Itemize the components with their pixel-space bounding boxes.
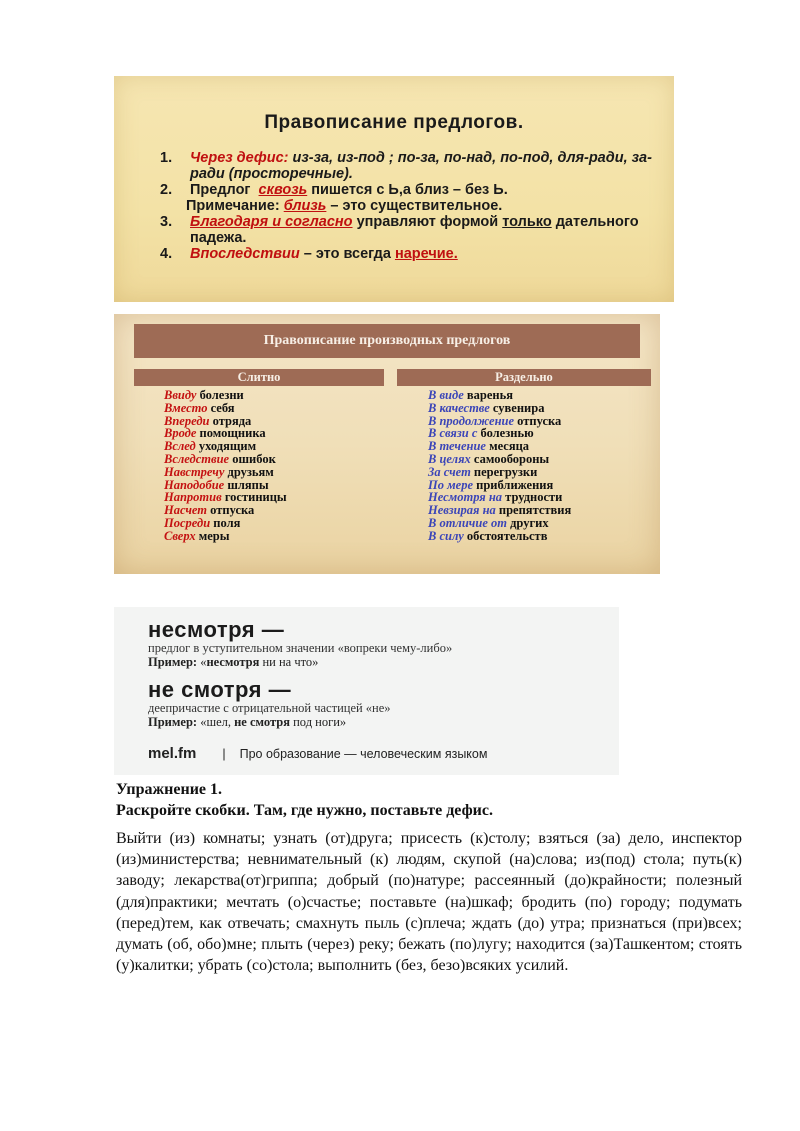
rule-note: Примечание: близь – это существительное. — [186, 198, 503, 214]
joined-preposition: Впереди — [164, 413, 210, 428]
column-header-joined: Слитно — [134, 369, 384, 386]
nesmotrya-infographic — [114, 607, 619, 775]
joined-preposition: Вследствие — [164, 451, 230, 466]
exercise-title: Упражнение 1. — [116, 781, 223, 798]
separate-row — [428, 530, 571, 543]
joined-word: болезни — [196, 388, 244, 402]
note-word: близь — [283, 198, 327, 214]
joined-word: отряда — [209, 413, 252, 428]
joined-list — [164, 389, 287, 543]
separate-preposition: В связи с — [428, 426, 478, 441]
separate-word: месяца — [485, 439, 530, 454]
joined-preposition: Навстречу — [164, 464, 225, 479]
joined-word: меры — [195, 528, 230, 543]
rule-1-text: из-за, из-под ; по-за, по-над, по-под, для-ради, за-ради (просторечные). — [190, 150, 652, 182]
separate-preposition: В целях — [428, 451, 471, 466]
separate-list — [428, 389, 571, 543]
footer-separator: | — [222, 746, 226, 761]
separate-preposition: В качестве — [428, 400, 490, 415]
example-ne-smotrya: Пример: «шел, не смотря под ноги» — [148, 715, 347, 729]
joined-word: уходящим — [195, 439, 257, 454]
separate-word: болезнью — [477, 426, 534, 441]
rule-2: 2. Предлог сквозь пишется с Ь,а близ – без Ь. — [160, 182, 508, 198]
separate-word: обстоятельств — [463, 528, 548, 543]
separate-word: отпуска — [514, 413, 562, 428]
mel-logo: mel.fm — [148, 745, 197, 762]
joined-word: друзьям — [224, 464, 274, 479]
desc-ne-smotrya: деепричастие с отрицательной частицей «не» — [148, 701, 391, 715]
rule-3: 3. Благодаря и согласно управляют формой только дательного падежа. — [160, 214, 639, 246]
image1-rules — [160, 150, 660, 262]
separate-preposition: Несмотря на — [428, 490, 503, 505]
exercise-heading — [116, 779, 493, 821]
rule-4-word: Впоследствии — [190, 246, 300, 262]
word-nesmotrya: несмотря — — [148, 617, 285, 642]
joined-preposition: Наподобие — [164, 477, 225, 492]
separate-preposition: За счет — [428, 464, 471, 479]
rule-4: 4. Впоследствии – это всегда наречие. — [160, 246, 458, 262]
separate-preposition: В течение — [428, 439, 486, 454]
separate-word: других — [506, 515, 549, 530]
derived-prepositions-table-image — [114, 314, 660, 574]
joined-preposition: Насчет — [164, 503, 208, 518]
word-ne-smotrya: не смотря — — [148, 677, 292, 702]
rule-2-word: сквозь — [258, 182, 308, 198]
rule-1-label: Через дефис: — [190, 150, 289, 166]
rule-1: 1. Через дефис: из-за, из-под ; по-за, по-над, по-под, для-ради, за-ради (просторечные). — [160, 150, 652, 182]
infographic-footer — [148, 745, 487, 762]
separate-word: перегрузки — [470, 464, 538, 479]
joined-word: гостиницы — [221, 490, 287, 505]
joined-word: помощника — [196, 426, 266, 441]
separate-word: трудности — [502, 490, 563, 505]
separate-word: сувенира — [489, 400, 545, 415]
joined-preposition: Вроде — [164, 426, 197, 441]
joined-preposition: Вслед — [164, 439, 196, 454]
joined-word: шляпы — [224, 477, 269, 492]
separate-word: варенья — [463, 388, 513, 402]
column-header-separate: Раздельно — [397, 369, 651, 386]
exercise-text: Выйти (из) комнаты; узнать (от)друга; присесть (к)столу; взяться (за) дело, инспектор (из)министерства; невнимательный (к) людям, скупой (на)слова; из(под) стола; путь(к) заводу; лекарства(от)гриппа; добрый (по)натуре; рассеянный (до)крайности; полезный (для)практики; мечтать (о)счастье; поставьте (на)шкаф; бродить (по) городу; подумать (перед)тем, как отвечать; смахнуть пыль (с)плеча; ждать (до) утра; признаться (при)всех; думать (об, обо)мне; плыть (через) реку; бежать (по)лугу; находится (за)Ташкентом; стоять (у)калитки; убрать (со)стола; выполнить (без, безо)всяких усилий. — [116, 830, 742, 975]
joined-word: себя — [207, 400, 235, 415]
joined-preposition: Ввиду — [164, 388, 197, 402]
joined-word: ошибок — [229, 451, 276, 466]
joined-preposition: Вместо — [164, 400, 208, 415]
separate-preposition: Невзирая на — [428, 503, 496, 518]
separate-word: приближения — [473, 477, 554, 492]
separate-preposition: По мере — [428, 477, 474, 492]
desc-nesmotrya: предлог в уступительном значении «вопреки чему-либо» — [148, 641, 453, 655]
image1-title: Правописание предлогов. — [264, 112, 524, 133]
spelling-prepositions-image — [114, 76, 674, 302]
separate-preposition: В отличие от — [428, 515, 507, 530]
joined-word: поля — [210, 515, 241, 530]
joined-preposition: Посреди — [164, 515, 211, 530]
separate-word: самообороны — [470, 451, 550, 466]
joined-word: отпуска — [207, 503, 255, 518]
rule-3-words: Благодаря и согласно — [190, 214, 353, 230]
joined-preposition: Сверх — [164, 528, 196, 543]
joined-row — [164, 530, 287, 543]
table-header: Правописание производных предлогов — [134, 324, 640, 358]
separate-preposition: В виде — [428, 388, 464, 402]
example-nesmotrya: Пример: «несмотря ни на что» — [148, 655, 319, 669]
separate-preposition: В продолжение — [428, 413, 515, 428]
joined-preposition: Напротив — [164, 490, 222, 505]
footer-slogan: Про образование — человеческим языком — [239, 746, 488, 761]
separate-word: препятствия — [495, 503, 572, 518]
separate-preposition: В силу — [428, 528, 464, 543]
exercise-task: Раскройте скобки. Там, где нужно, поставьте дефис. — [116, 802, 493, 819]
